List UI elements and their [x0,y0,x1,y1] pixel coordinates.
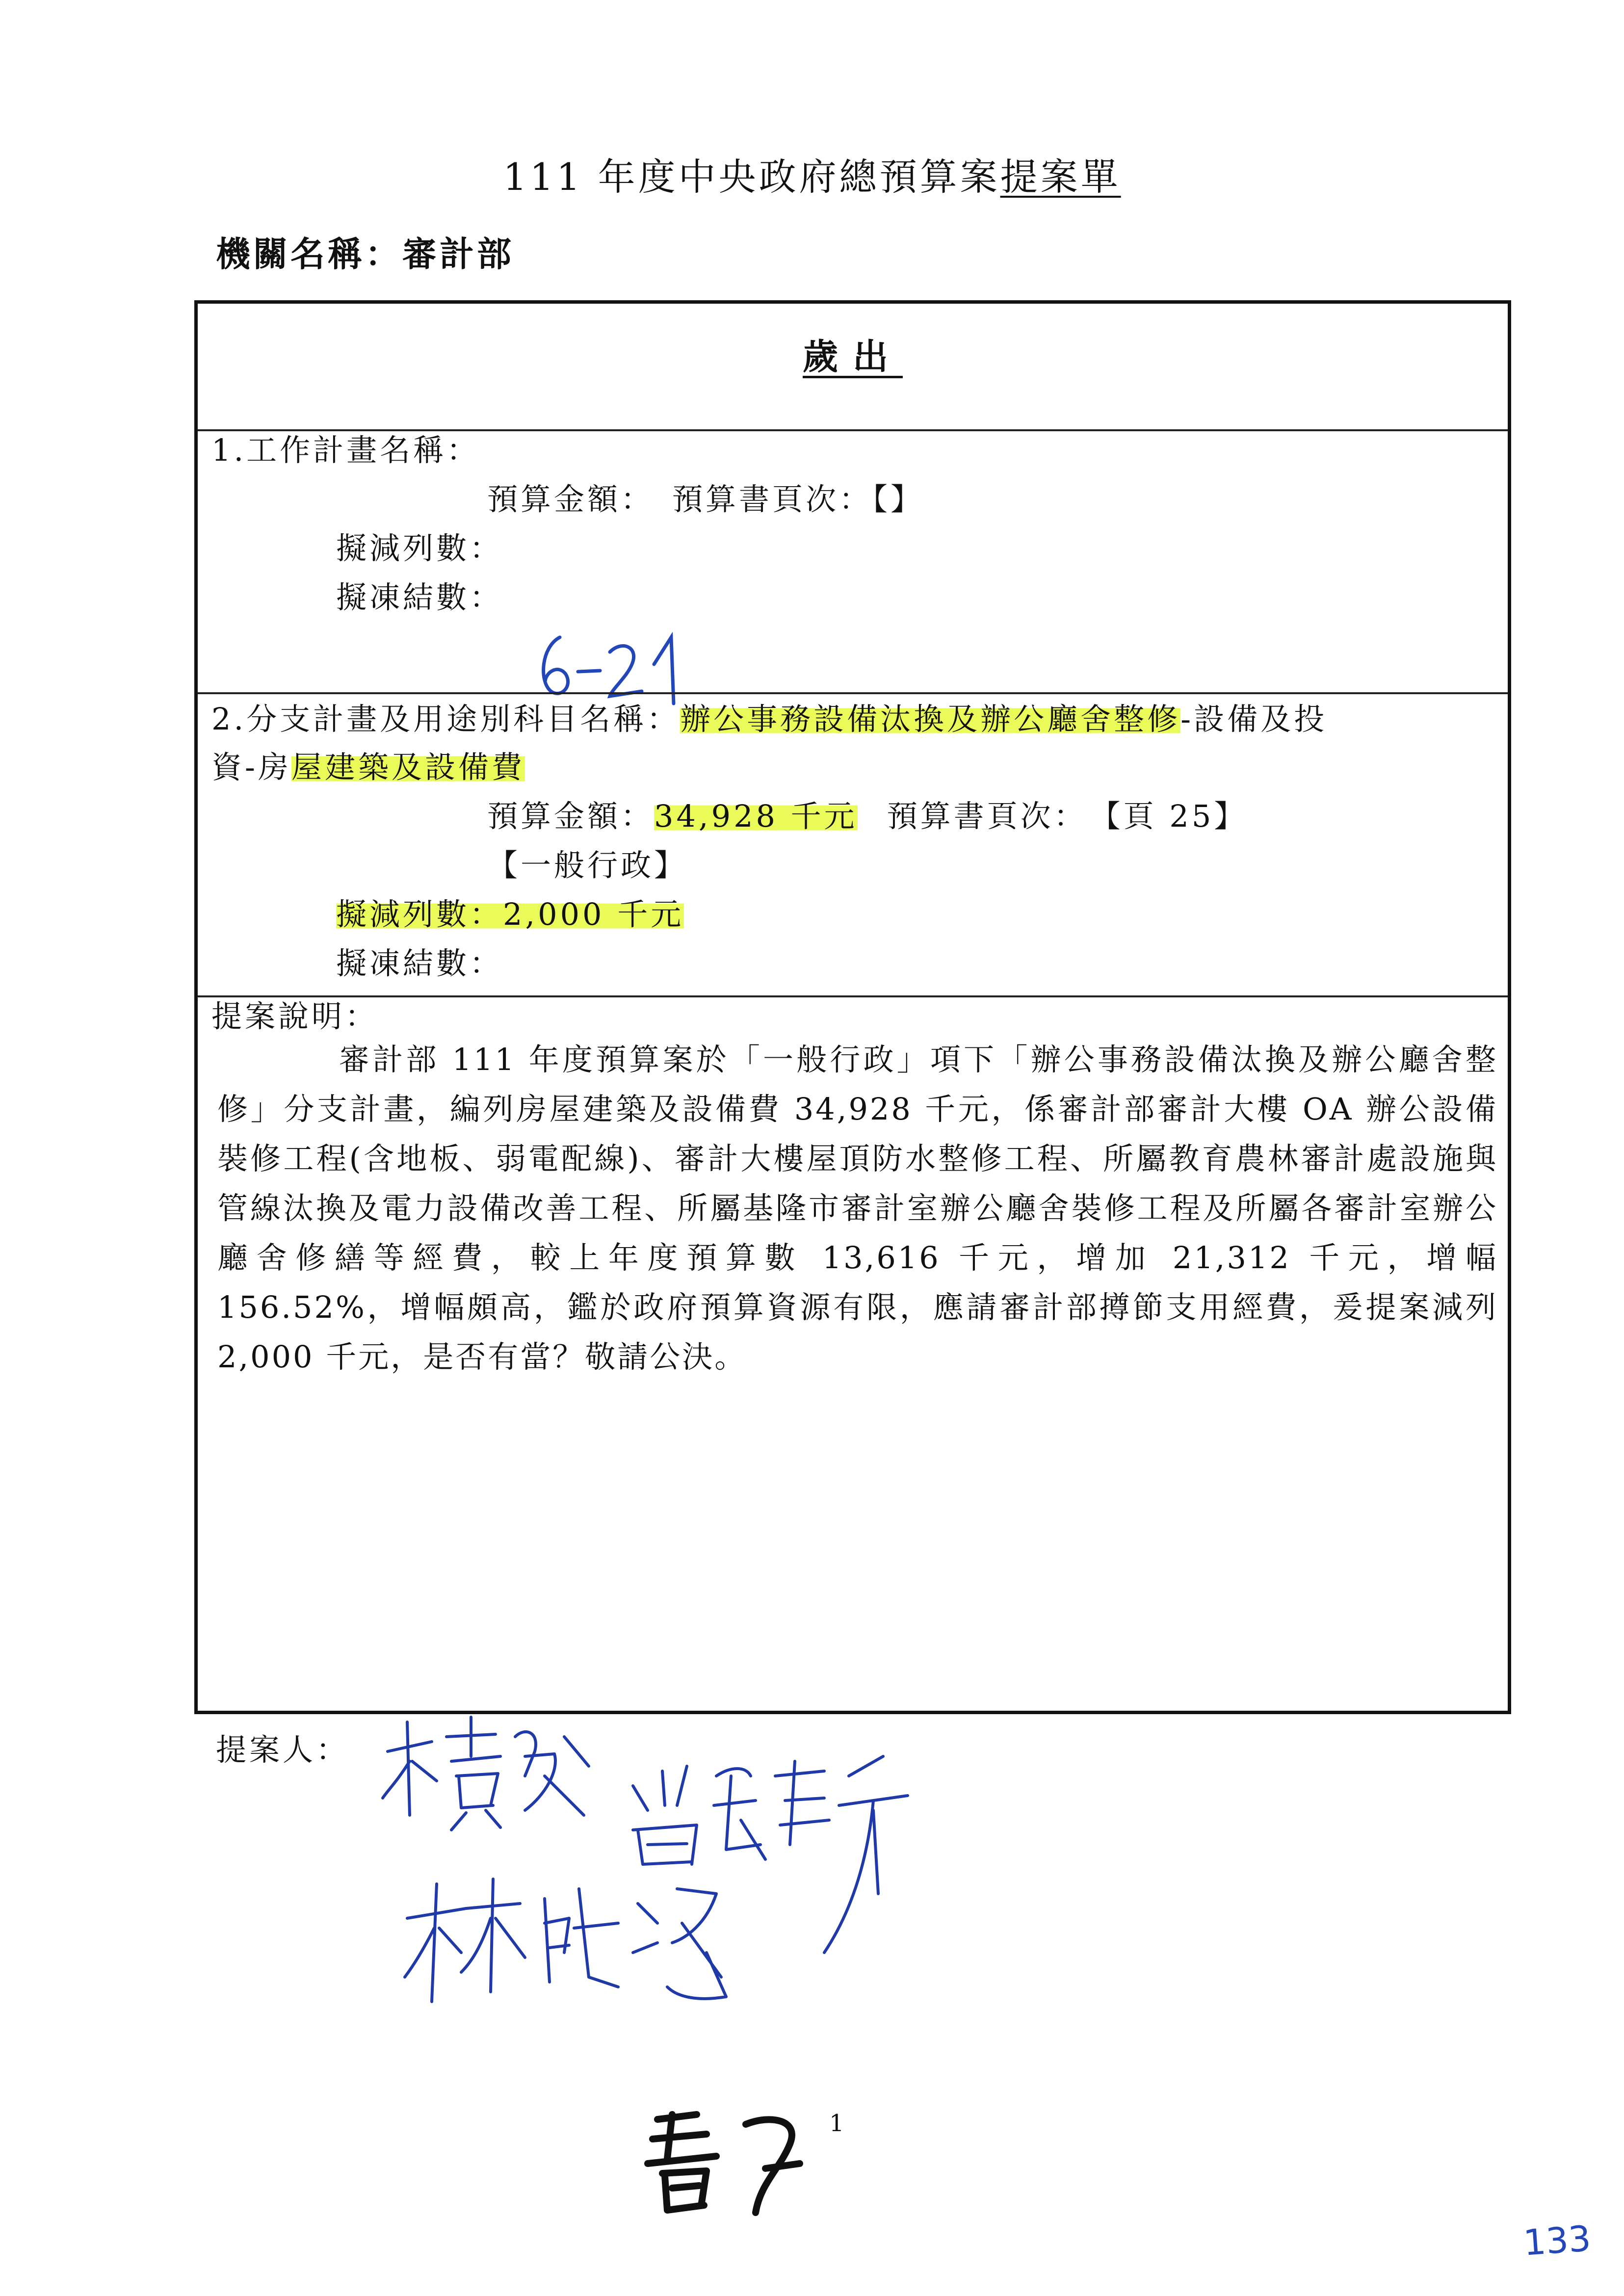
item1-budget-line: 預算金額： 預算書頁次：【】 [487,481,924,517]
section-header: 歲出 [802,336,903,377]
title-main: 111 年度中央政府總預算案 [503,155,1000,199]
item1-freeze-amount: 擬凍結數： [336,579,503,615]
highlight-plan: 辦公事務設備汰換及辦公廳舍整修 [680,701,1181,737]
item2-line2: 資-房屋建築及設備費 [211,749,525,785]
page-number: 1 [829,2110,844,2137]
highlight-subject: 屋建築及設備費 [291,749,525,785]
proposer-label: 提案人： [216,1732,350,1768]
item1-name: 1.工作計畫名稱： [211,432,480,468]
explanation-section [198,995,1508,1712]
item2-freeze-amount: 擬凍結數： [336,945,503,981]
signature-2 [618,1747,913,1962]
item1-cut-amount: 擬減列數： [336,530,503,566]
divider [198,692,1508,694]
handwritten-page-number: 133 [1522,2218,1593,2264]
bottom-signature [643,2105,819,2227]
highlight-budget-value: 34,928 千元 [654,798,858,834]
explanation-label: 提案說明： [211,998,379,1034]
item2-cut-amount [336,896,684,933]
signature-1 [378,1707,594,1835]
proposal-table [194,300,1511,1714]
divider [198,429,1508,431]
item2-line1: 2.分支計畫及用途別科目名稱：辦公事務設備汰換及辦公廳舍整修-設備及投 [211,701,1328,737]
highlight-cut: 擬減列數：2,000 千元 [336,896,684,932]
item2-budget-line: 預算金額：34,928 千元 預算書頁次： 【頁 25】 [487,798,1248,834]
signature-3 [402,1864,736,2011]
explanation-body: 審計部 111 年度預算案於「一般行政」項下「辦公事務設備汰換及辦公廳舍整修」分支計畫，編列房屋建築及設備費 34,928 千元，係審計部審計大樓 OA 辦公設備裝修工程(含地板、弱電配線)、審計大樓屋頂防水整修工程、所屬教育農林審計處設施與管線汰換及電力設備改善工程、所屬基隆市審計室辦公廳舍裝修工程及所屬各審計室辦公廳舍修繕等經費，較上年度預算數 13,616 千元，增加 21,312 千元，增幅 156.52%，增幅頗高，鑑於政府預算資源有限，應請審計部撙節支用經費，爰提案減列 2,000 千元，是否有當？敬請公決。 [217,1042,1498,1375]
agency-name: 機關名稱：審計部 [216,234,514,274]
document-title [0,147,1624,201]
item2-category: 【一般行政】 [487,847,688,883]
title-underlined: 提案單 [1000,155,1121,199]
